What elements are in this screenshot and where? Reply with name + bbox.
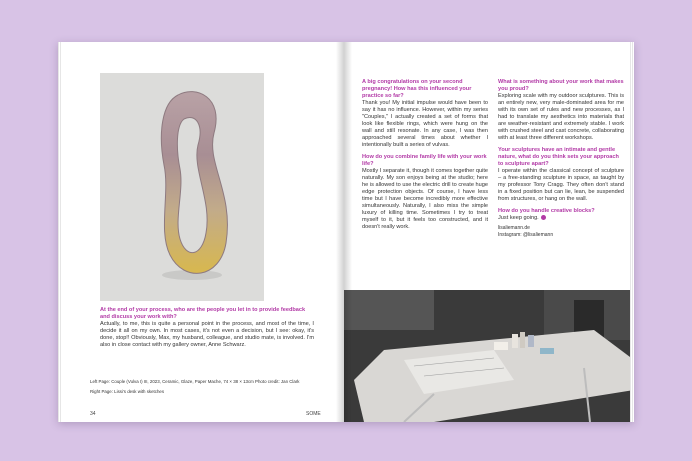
website: lisaliemann.de (498, 225, 530, 231)
interview-question: What is something about your work that makes you proud? (498, 79, 624, 92)
interview-question: How do you combine family life with your work life? (362, 154, 487, 167)
magazine-name: SOME (306, 411, 321, 417)
right-page (344, 42, 634, 422)
left-interview-block (100, 307, 314, 354)
interview-question: Your sculptures have an intimate and gentle nature, what do you think sets your approach to sculpture apart? (498, 147, 619, 167)
instagram-handle: Instagram: @lisaliemann (498, 231, 554, 238)
sculpture-image (100, 73, 264, 301)
interview-answer: Mostly I separate it, though it comes together quite naturally. My son enjoys being at the studio; here he is allowed to use the electric drill to create huge edge protection objects. Of course, I have less time but I have become incredibly more effective simultaneously. Naturally, I also miss the simple luxury of killing time. Sometimes I try to treat myself to it, but it feels too constructed, and it doesn't really work. (362, 168, 488, 230)
interview-question: At the end of your process, who are the people you let in to provide feedback and discuss your work with? (100, 307, 306, 320)
column-2 (498, 79, 624, 238)
desk-photo (344, 290, 634, 422)
interview-answer: Actually, to me, this is quite a personal point in the process, and most of the time, I decide it all on my own. In most cases, it's not even a decision, but I see: okay, it's done, stop!! Obviously, Max, my husband, colleague, and studio mate, is involved. I'm also in close contact with my gallery owner, Anne Schwarz. (100, 321, 314, 348)
caption-right: Right Page: Lissi's desk with sketches (90, 389, 165, 394)
page-edges (630, 42, 634, 422)
desk-scene-image (344, 290, 634, 422)
interview-question: How do you handle creative blocks? (498, 208, 595, 214)
column-1 (362, 79, 488, 236)
interview-answer: Exploring scale with my outdoor sculptures. This is an entirely new, very male-dominated area for me with its own set of rules and new processes, as I had to translate my aesthetics into materials that are weather-resistant and extremely stable. I work with crushed steel and cast concrete, collaborating with at least three different workshops. (498, 93, 624, 141)
final-answer (498, 215, 624, 222)
book-gutter (336, 42, 352, 422)
page-edges (58, 42, 62, 422)
interview-answer: Thank you! My initial impulse would have been to say it has no influence. However, within my series "Couples," I actually created a set of forms that look like flexible rings, which were hung on the wall and still resonate. In any case, I was then approached several times about whether I intentionally built a series of vulvas. (362, 100, 488, 148)
end-mark-icon (541, 215, 546, 220)
left-page (58, 42, 344, 422)
sculpture-photo (100, 73, 264, 301)
magazine-spread (58, 42, 634, 422)
interview-answer: I operate within the classical concept of sculpture – a free-standing sculpture in space, as taught by my professor Tony Cragg. They often don't stand in a fixed position but can lie, lean, be suspended from structures, or hang on the wall. (498, 168, 624, 202)
interview-question: A big congratulations on your second pregnancy! How has this influenced your practice so far? (362, 79, 472, 99)
caption-left: Left Page: Couple (Vulva I) III, 2023, Ceramic, Glaze, Paper Mache, 74 × 38 × 13cm Photo credit: Jan Clark (90, 379, 300, 384)
page-number: 34 (90, 411, 96, 417)
interview-answer: Just keep going. (498, 215, 539, 221)
